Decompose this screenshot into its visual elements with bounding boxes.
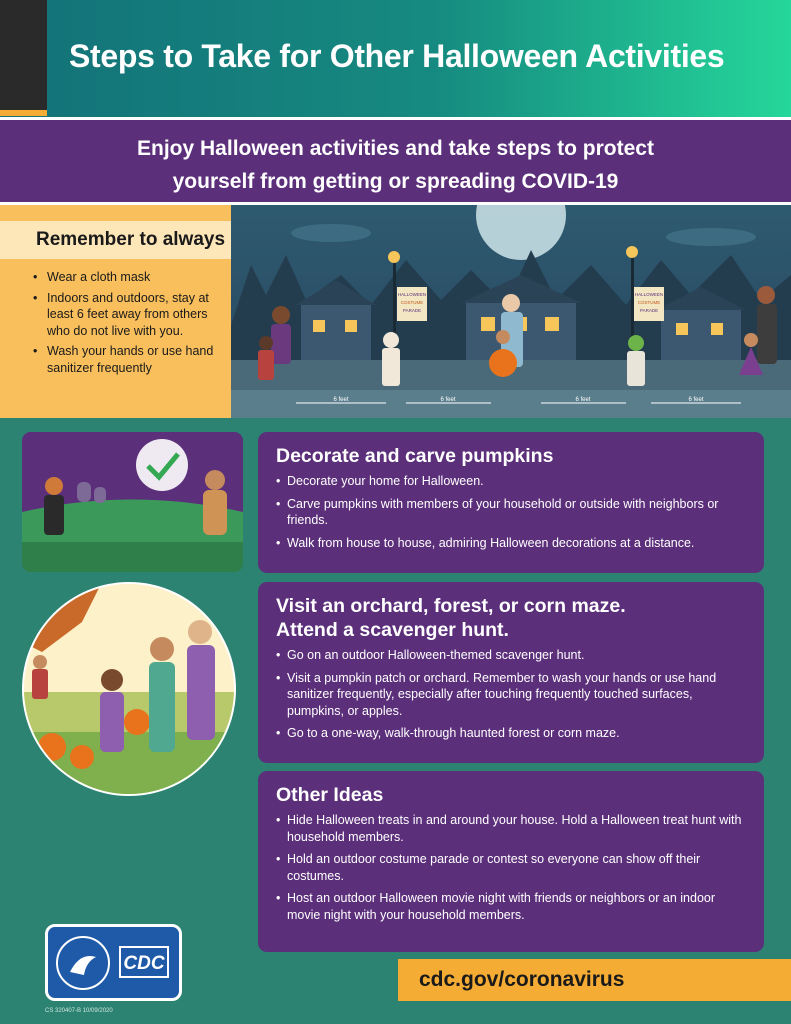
card-item: • Hide Halloween treats in and around your house. Hold a Halloween treat hunt with household members. — [276, 812, 746, 845]
person-icon — [32, 655, 48, 699]
card-item: • Hold an outdoor costume parade or contest so everyone can show off their costumes. — [276, 851, 746, 884]
url-bar — [398, 959, 791, 1001]
parade-sign-left — [397, 287, 427, 321]
person-icon — [757, 286, 777, 364]
distance-label: 6 feet — [333, 397, 349, 403]
orchard-svg — [22, 582, 237, 797]
person-icon — [382, 332, 400, 386]
page-header — [0, 0, 791, 117]
intro-text — [0, 132, 791, 198]
cat-costume-child-icon — [44, 477, 64, 535]
card-item: • Decorate your home for Halloween. — [276, 473, 746, 490]
house-icon — [296, 280, 376, 360]
intro-line-2: yourself from getting or spreading COVID-19 — [172, 170, 619, 193]
card-item: • Carve pumpkins with members of your household or outside with neighbors or friends. — [276, 496, 746, 529]
card-title — [276, 594, 746, 642]
distance-label: 6 feet — [688, 397, 704, 403]
sign-text: HALLOWEEN — [634, 292, 664, 297]
page-title: Steps to Take for Other Halloween Activities — [69, 38, 725, 74]
person-icon — [258, 336, 274, 380]
card-title: Decorate and carve pumpkins — [276, 445, 554, 467]
remember-heading: Remember to always — [36, 229, 226, 250]
header-accent-block — [0, 0, 47, 110]
sign-text: COSTUME — [637, 300, 661, 305]
intro-line-1: Enjoy Halloween activities and take steps to protect — [137, 137, 654, 160]
owl-costume-child-icon — [203, 470, 227, 535]
pumpkin-scene-svg — [22, 432, 243, 572]
distance-label: 6 feet — [575, 397, 591, 403]
remember-list — [33, 269, 223, 380]
card-title-line-1: Visit an orchard, forest, or corn maze. — [276, 595, 626, 617]
publication-code: CS 320407-B 10/09/2020 — [45, 1008, 113, 1014]
card-item: • Walk from house to house, admiring Halloween decorations at a distance. — [276, 535, 746, 552]
street — [231, 390, 791, 418]
cloud-icon — [666, 228, 756, 246]
card-list — [276, 473, 746, 551]
card-decorate-pumpkins — [258, 432, 764, 573]
card-list — [276, 647, 746, 742]
person-icon — [100, 669, 124, 752]
person-icon — [627, 335, 645, 386]
check-circle — [136, 439, 188, 491]
card-item: • Visit a pumpkin patch or orchard. Remember to wash your hands or use hand sanitizer frequently, especially after touching frequently touched surfaces, pumpkins, or apples. — [276, 670, 746, 720]
sign-text: PARADE — [639, 308, 659, 313]
cdc-logo — [45, 924, 182, 1001]
header-accent-line — [0, 110, 47, 116]
sign-text: PARADE — [402, 308, 422, 313]
card-item: • Go on an outdoor Halloween-themed scavenger hunt. — [276, 647, 746, 664]
eagle-icon — [70, 956, 96, 975]
street-scene-svg — [231, 205, 791, 418]
person-icon — [149, 637, 175, 752]
remember-heading-bar — [0, 221, 269, 259]
parade-sign-right — [634, 287, 664, 321]
cloud-icon — [291, 224, 371, 242]
remember-item: • Indoors and outdoors, stay at least 6 feet away from others who do not live with you. — [33, 290, 223, 340]
card-title-line-2: Attend a scavenger hunt. — [276, 619, 509, 641]
card-title: Other Ideas — [276, 784, 384, 806]
card-orchard-scavenger — [258, 582, 764, 763]
moon-icon — [476, 205, 566, 260]
card-other-ideas — [258, 771, 764, 952]
orchard-illustration — [22, 582, 237, 797]
website-link[interactable]: cdc.gov/coronavirus — [419, 968, 625, 991]
sign-text: COSTUME — [400, 300, 424, 305]
sign-text: HALLOWEEN — [397, 292, 427, 297]
pumpkin-scene-illustration — [22, 432, 243, 572]
remember-item: • Wear a cloth mask — [33, 269, 223, 286]
cdc-logo-text: CDC — [123, 953, 165, 974]
distance-label: 6 feet — [440, 397, 456, 403]
remember-item: • Wash your hands or use hand sanitizer frequently — [33, 343, 223, 376]
card-item: • Go to a one-way, walk-through haunted forest or corn maze. — [276, 725, 746, 742]
intro-banner — [0, 117, 791, 205]
card-list — [276, 812, 746, 923]
halloween-street-illustration — [231, 205, 791, 418]
card-item: • Host an outdoor Halloween movie night with friends or neighbors or an indoor movie night with your household members. — [276, 890, 746, 923]
remember-box — [0, 205, 231, 418]
